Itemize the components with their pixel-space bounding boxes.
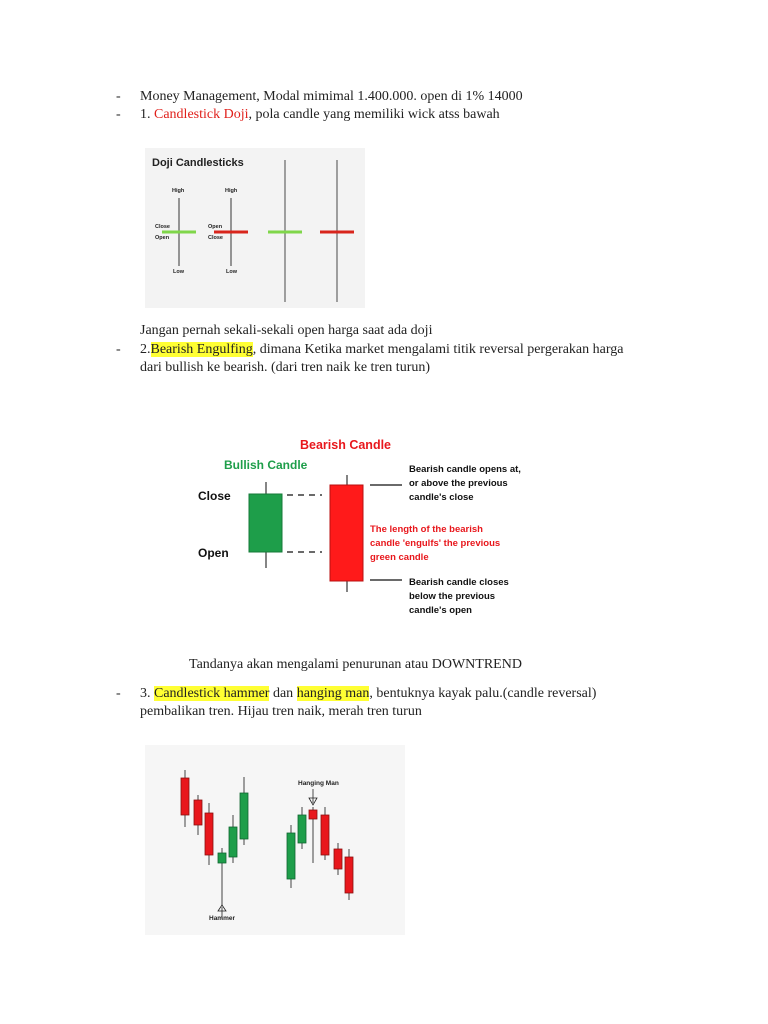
green-candle xyxy=(298,815,306,843)
bullet-number: 3. xyxy=(140,686,154,701)
engulfing-bullet xyxy=(140,341,624,359)
hammer-connector: dan xyxy=(269,686,297,701)
engulfing-description-line2: dari bullish ke bearish. (dari tren naik ke tren turun) xyxy=(140,360,431,375)
doji-term: Candlestick Doji xyxy=(154,107,249,122)
note-opens-above: Bearish candle opens at, or above the previous candle's close xyxy=(409,464,521,503)
bullet-number: 2. xyxy=(140,342,151,357)
engulfing-description: , dimana Ketika market mengalami titik reversal pergerakan harga xyxy=(252,342,624,357)
hammer-candle xyxy=(218,853,226,863)
red-candle xyxy=(334,849,342,869)
doji-candlesticks-figure xyxy=(145,148,365,308)
doji-label-high: High xyxy=(225,188,238,194)
bullish-candle-body xyxy=(249,494,282,552)
red-candle xyxy=(181,778,189,815)
red-candle xyxy=(194,800,202,825)
green-candle xyxy=(240,793,248,839)
engulfing-term: Bearish Engulfing xyxy=(150,342,253,357)
engulfing-close-label: Close xyxy=(198,489,231,503)
hammer-description-line2: pembalikan tren. Hijau tren naik, merah tren turun xyxy=(140,704,422,719)
doji-label-open: Open xyxy=(208,224,223,230)
note-engulfs: The length of the bearish candle 'engulfs' the previous green candle xyxy=(370,524,501,563)
hammer-bullet xyxy=(140,685,596,703)
bullet-dash: - xyxy=(116,107,121,122)
doji-label-low: Low xyxy=(226,269,237,275)
hammer-description: , bentuknya kayak palu.(candle reversal) xyxy=(369,686,597,701)
red-candle xyxy=(205,813,213,855)
green-candle xyxy=(229,827,237,857)
hanging-man-term: hanging man xyxy=(296,686,370,701)
doji-figure-title: Doji Candlesticks xyxy=(152,157,244,169)
hanging-man-label: Hanging Man xyxy=(298,780,339,787)
doji-label-open: Open xyxy=(155,235,170,241)
doji-label-high: High xyxy=(172,188,185,194)
engulfing-open-label: Open xyxy=(198,546,229,560)
engulfing-note: Tandanya akan mengalami penurunan atau DOWNTREND xyxy=(189,657,522,672)
bullish-candle-title: Bullish Candle xyxy=(224,458,308,472)
bullet-number: 1. xyxy=(140,107,154,122)
doji-label-low: Low xyxy=(173,269,184,275)
red-candle xyxy=(345,857,353,893)
green-candle xyxy=(287,833,295,879)
bullet-dash: - xyxy=(116,89,121,104)
doji-note: Jangan pernah sekali-sekali open harga saat ada doji xyxy=(140,323,433,338)
bearish-engulfing-figure xyxy=(190,430,550,625)
hammer-hanging-man-figure xyxy=(145,745,405,935)
doji-label-close: Close xyxy=(155,224,170,230)
hanging-man-candle xyxy=(309,810,317,819)
bullet-dash: - xyxy=(116,342,121,357)
money-management-text: Money Management, Modal mimimal 1.400.000. open di 1% 14000 xyxy=(140,89,523,104)
bearish-candle-body xyxy=(330,485,363,581)
red-candle xyxy=(321,815,329,855)
hammer-label: Hammer xyxy=(209,915,236,922)
bearish-candle-title: Bearish Candle xyxy=(300,438,392,452)
doji-bullet xyxy=(140,106,500,124)
bullet-dash: - xyxy=(116,686,121,701)
hammer-term: Candlestick hammer xyxy=(154,686,270,701)
doji-label-close: Close xyxy=(208,235,223,241)
doji-description: , pola candle yang memiliki wick atss bawah xyxy=(248,107,500,122)
note-closes-below: Bearish candle closes below the previous candle's open xyxy=(409,577,509,616)
